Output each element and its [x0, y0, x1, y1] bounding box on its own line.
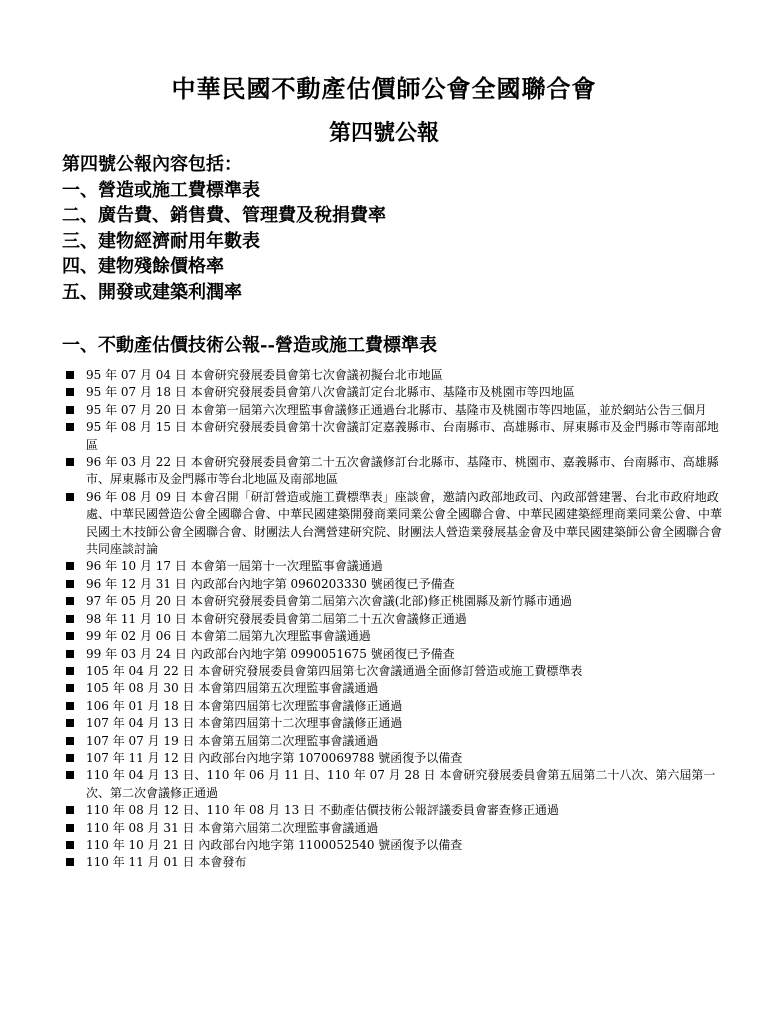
square-bullet-icon — [66, 562, 74, 570]
history-item-text: 110 年 08 月 12 日、110 年 08 月 13 日 不動產估價技術公報評議委員會審查修正通過 — [86, 803, 559, 818]
square-bullet-icon — [66, 737, 74, 745]
history-item-text: 95 年 08 月 15 日 本會研究發展委員會第十次會議訂定嘉義縣市、台南縣市、高雄縣市、屏東縣市及金門縣市等南部地區 — [86, 420, 719, 452]
history-item — [66, 419, 726, 454]
history-item-text: 99 年 02 月 06 日 本會第二屆第九次理監事會議通過 — [86, 629, 371, 644]
square-bullet-icon — [66, 615, 74, 623]
square-bullet-icon — [66, 388, 74, 396]
history-item-text: 106 年 01 月 18 日 本會第四屆第七次理監事會議修正通過 — [86, 698, 403, 713]
history-item-text: 110 年 10 月 21 日 內政部台內地字第 1100052540 號函復予以備查 — [86, 837, 463, 852]
square-bullet-icon — [66, 406, 74, 414]
square-bullet-icon — [66, 806, 74, 814]
history-item-text: 96 年 08 月 09 日 本會召開「研訂營造或施工費標準表」座談會，邀請內政部地政司、內政部營建署、台北市政府地政處、中華民國營造公會全國聯合會、中華民國建築開發商業同業公會全國聯合會、中華民國建築經理商業同業公會、中華民國土木技師公會全國聯合會、財團法人台灣營建研究院、財團法人營造業發展基金會及中華民國建築師公會全國聯合會共同座談討論 — [86, 489, 723, 557]
contents-item: 五、開發或建築利潤率 — [62, 281, 242, 303]
history-item-text: 95 年 07 月 20 日 本會第一屆第六次理監事會議修正通過台北縣市、基隆市及桃園市等四地區，並於網站公告三個月 — [86, 402, 707, 417]
revision-history-list — [66, 367, 726, 872]
history-item-text: 97 年 05 月 20 日 本會研究發展委員會第二屆第六次會議(北部)修正桃園縣及新竹縣市通過 — [86, 594, 573, 609]
history-item-text: 110 年 04 月 13 日、110 年 06 月 11 日、110 年 07 月 28 日 本會研究發展委員會第五屆第二十八次、第六屆第一次、第二次會議修正通過 — [86, 768, 716, 800]
history-item — [66, 733, 726, 750]
history-item-text: 95 年 07 月 04 日 本會研究發展委員會第七次會議初擬台北市地區 — [86, 368, 443, 382]
square-bullet-icon — [66, 754, 74, 762]
history-item-text: 98 年 11 月 10 日 本會研究發展委員會第二屆第二十五次會議修正通過 — [86, 611, 467, 626]
bulletin-number: 第四號公報 — [328, 120, 439, 146]
history-item-text: 107 年 04 月 13 日 本會第四屆第十二次理事會議修正通過 — [86, 716, 403, 731]
square-bullet-icon — [66, 702, 74, 710]
history-item — [66, 837, 726, 854]
contents-intro: 第四號公報內容包括： — [62, 154, 242, 175]
contents-item: 二、廣告費、銷售費、管理費及稅捐費率 — [62, 205, 386, 226]
history-item — [66, 646, 726, 663]
history-item-text: 99 年 03 月 24 日 內政部台內地字第 0990051675 號函復已予備查 — [86, 646, 455, 661]
square-bullet-icon — [66, 771, 74, 779]
history-item — [66, 489, 726, 559]
history-item — [66, 558, 726, 575]
square-bullet-icon — [66, 580, 74, 588]
square-bullet-icon — [66, 493, 74, 501]
history-item-text: 110 年 08 月 31 日 本會第六屆第二次理監事會議通過 — [86, 820, 379, 835]
section-heading: 一、不動產估價技術公報--營造或施工費標準表 — [62, 335, 437, 356]
history-item-text: 96 年 03 月 22 日 本會研究發展委員會第二十五次會議修訂台北縣市、基隆市、桃園市、嘉義縣市、台南縣市、高雄縣市、屏東縣市及金門縣市等台北地區及南部地區 — [86, 455, 719, 487]
history-item — [66, 680, 726, 697]
square-bullet-icon — [66, 371, 74, 379]
history-item-text: 96 年 12 月 31 日 內政部台內地字第 0960203330 號函復已予備查 — [86, 576, 455, 591]
history-item-text: 95 年 07 月 18 日 本會研究發展委員會第八次會議訂定台北縣市、基隆市及桃園市等四地區 — [86, 385, 575, 400]
history-item-text: 96 年 10 月 17 日 本會第一屆第十一次理監事會議通過 — [86, 559, 383, 574]
contents-list — [62, 152, 722, 305]
history-item — [66, 611, 726, 628]
square-bullet-icon — [66, 650, 74, 658]
history-item — [66, 628, 726, 645]
square-bullet-icon — [66, 458, 74, 466]
contents-item: 四、建物殘餘價格率 — [62, 256, 224, 277]
contents-item: 一、營造或施工費標準表 — [62, 179, 260, 201]
history-item-text: 110 年 11 月 01 日 本會發布 — [86, 855, 247, 870]
history-item — [66, 576, 726, 593]
history-item — [66, 750, 726, 767]
square-bullet-icon — [66, 719, 74, 727]
square-bullet-icon — [66, 667, 74, 675]
history-item — [66, 715, 726, 732]
contents-item: 三、建物經濟耐用年數表 — [62, 230, 260, 252]
history-item — [66, 802, 726, 819]
history-item-text: 107 年 07 月 19 日 本會第五屆第二次理監事會議通過 — [86, 733, 379, 748]
square-bullet-icon — [66, 858, 74, 866]
square-bullet-icon — [66, 824, 74, 832]
history-item — [66, 402, 726, 419]
square-bullet-icon — [66, 632, 74, 640]
history-item — [66, 854, 726, 871]
document-title: 中華民國不動產估價師公會全國聯合會 — [171, 74, 597, 103]
history-item — [66, 767, 726, 802]
square-bullet-icon — [66, 597, 74, 605]
history-item-text: 105 年 04 月 22 日 本會研究發展委員會第四屆第七次會議通過全面修訂營造或施工費標準表 — [86, 663, 583, 678]
history-item — [66, 698, 726, 715]
square-bullet-icon — [66, 684, 74, 692]
history-item — [66, 593, 726, 610]
history-item — [66, 454, 726, 489]
history-item-text: 107 年 11 月 12 日 內政部台內地字第 1070069788 號函復予以備查 — [86, 750, 463, 765]
history-item — [66, 384, 726, 401]
square-bullet-icon — [66, 423, 74, 431]
history-item — [66, 663, 726, 680]
history-item-text: 105 年 08 月 30 日 本會第四屆第五次理監事會議通過 — [86, 681, 379, 696]
square-bullet-icon — [66, 841, 74, 849]
history-item — [66, 820, 726, 837]
history-item — [66, 367, 726, 384]
